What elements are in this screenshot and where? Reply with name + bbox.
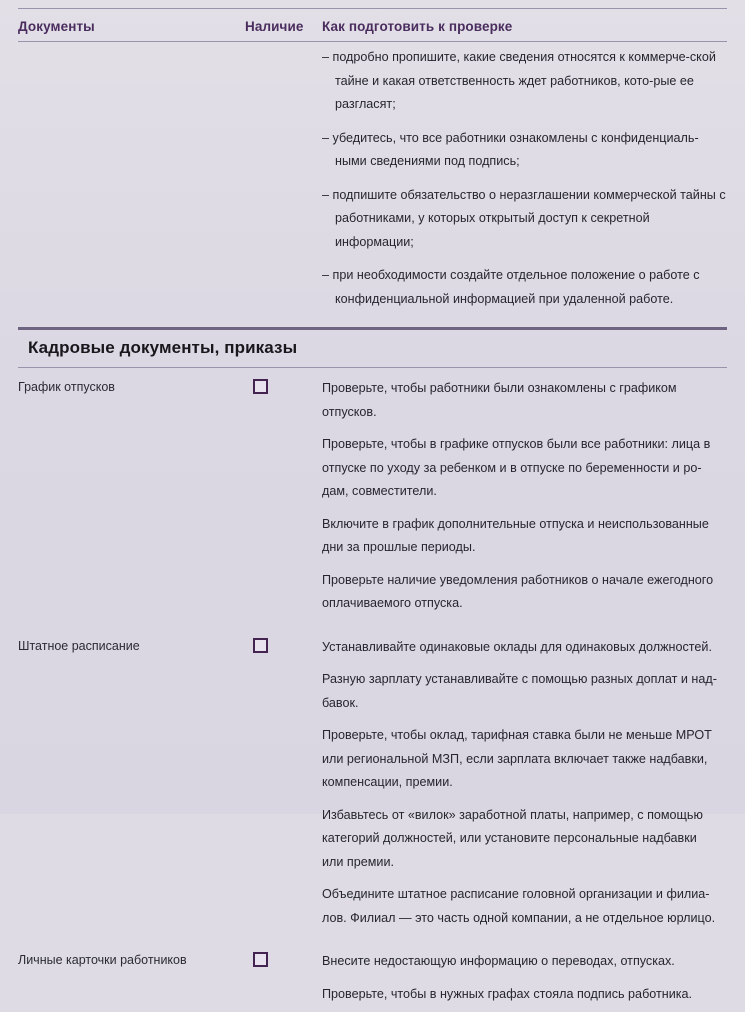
cell-document-empty (18, 42, 245, 48)
list-item: – подробно пропишите, какие сведения относятся к коммерче-ской тайне и какая ответственность ждет работников, кото-рые ее разгласят; (322, 50, 716, 111)
cell-document-name: График отпусков (18, 380, 115, 394)
cell-how-to-prepare (322, 373, 727, 622)
instruction-paragraph: Проверьте наличие уведомления работников о начале ежегодного оплачиваемого отпуска. (322, 572, 714, 610)
availability-checkbox[interactable] (253, 379, 268, 394)
top-spacer (18, 0, 727, 8)
cell-availability (245, 632, 322, 653)
table-row (18, 946, 727, 1012)
bullet-list-commercial-secret (322, 46, 727, 311)
instruction-paragraph: Проверьте, чтобы в нужных графах стояла подпись работника. (322, 986, 693, 1001)
instruction-paragraph: Избавьтесь от «вилок» заработной платы, например, с помощью категорий должностей, или установите персональные надбавки или премии. (322, 807, 703, 869)
section-header-band (18, 330, 727, 367)
availability-checkbox[interactable] (253, 638, 268, 653)
cell-availability-empty (245, 42, 322, 48)
availability-checkbox[interactable] (253, 952, 268, 967)
instruction-paragraph: Включите в график дополнительные отпуска и неиспользованные дни за прошлые периоды. (322, 516, 709, 554)
list-item: – при необходимости создайте отдельное положение о работе с конфиденциальной информацией при удаленной работе. (322, 268, 700, 306)
column-header-availability: Наличие (245, 19, 304, 34)
table-row-continued (18, 42, 727, 317)
list-item: – подпишите обязательство о неразглашении коммерческой тайны с работниками, у которых открытый доступ к секретной информации; (322, 187, 726, 249)
instruction-paragraph: Проверьте, чтобы работники были ознакомлены с графиком отпусков. (322, 381, 677, 419)
section-title: Кадровые документы, приказы (28, 338, 298, 357)
table-row (18, 632, 727, 937)
instruction-paragraph: Проверьте, чтобы оклад, тарифная ставка были не меньше МРОТ или региональной МЗП, если зарплата включает также надбавки, компенсации, премии. (322, 728, 712, 789)
cell-how-to-prepare (322, 946, 727, 1012)
cell-document-name: Личные карточки работников (18, 953, 187, 967)
table-header-row (18, 9, 727, 41)
cell-availability (245, 373, 322, 394)
cell-how-to-prepare (322, 632, 727, 937)
row-gap (18, 936, 727, 946)
instruction-paragraph: Проверьте, чтобы в графике отпусков были все работники: лица в отпуске по уходу за ребенком и в отпуске по беременности и ро-дам, совместители. (322, 437, 711, 498)
cell-how-to-prepare (322, 42, 727, 317)
column-header-how-to-prepare: Как подготовить к проверке (322, 19, 513, 34)
cell-document-name: Штатное расписание (18, 638, 140, 653)
table-row (18, 373, 727, 622)
row-gap (18, 622, 727, 632)
cell-availability (245, 946, 322, 967)
instruction-paragraph: Объедините штатное расписание головной организации и филиа-лов. Филиал — это часть одной компании, а не отдельное юрлицо. (322, 887, 716, 925)
column-header-documents: Документы (18, 19, 95, 34)
instruction-paragraph: Устанавливайте одинаковые оклады для одинаковых должностей. (322, 639, 712, 654)
instruction-paragraph: Разную зарплату устанавливайте с помощью разных доплат и над-бавок. (322, 672, 717, 710)
pre-section-gap (18, 317, 727, 327)
list-item: – убедитесь, что все работники ознакомлены с конфиденциаль-ными сведениями под подпись; (322, 130, 699, 168)
instruction-paragraph: Внесите недостающую информацию о переводах, отпусках. (322, 954, 675, 968)
